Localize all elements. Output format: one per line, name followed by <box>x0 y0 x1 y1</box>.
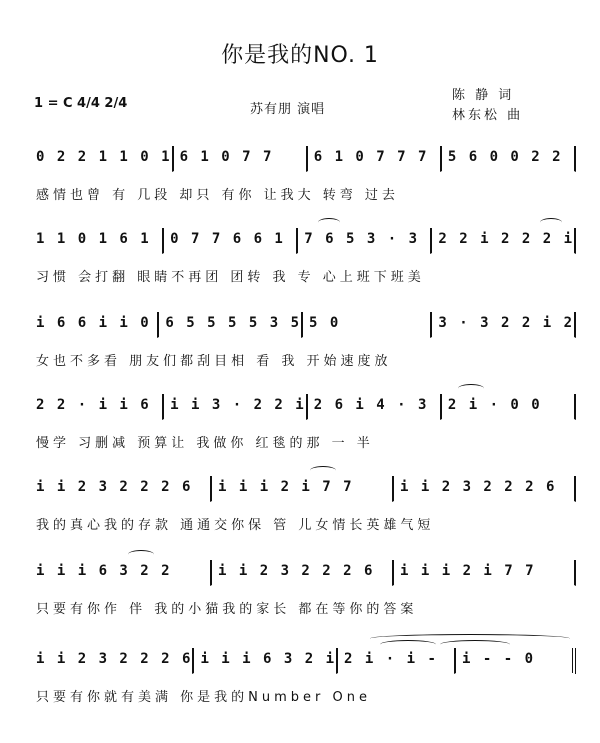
slur-mark <box>380 640 436 649</box>
measure: i i 2 3 2 2 2 6 <box>392 476 576 502</box>
slur-mark <box>310 466 336 475</box>
measure: 2 i · 0 0 <box>440 394 576 420</box>
measure: 2 6 i 4 · 3 <box>306 394 440 420</box>
measure: i i 2 3 2 2 2 6 <box>36 479 193 495</box>
measure: 6 1 0 7 7 <box>172 146 306 172</box>
slur-mark <box>318 218 340 227</box>
score-system-4 <box>28 394 576 464</box>
score-system-7 <box>28 648 576 718</box>
measure: i - - 0 <box>454 648 576 674</box>
measure: 7 6 5 3 · 3 <box>296 228 430 254</box>
lyric-line: 只要有你就有美满 你是我的Number One <box>36 690 371 705</box>
measure: i i i 6 3 2 2 <box>36 563 172 579</box>
slur-mark <box>458 384 484 393</box>
lyric-line: 女也不多看 朋友们都刮目相 看 我 开始速度放 <box>36 354 392 369</box>
measure: 5 0 <box>301 312 430 338</box>
measure: i i i 2 i 7 7 <box>210 476 392 502</box>
measure: i i 3 · 2 2 i <box>162 394 306 420</box>
measure: i i i 6 3 2 i <box>192 648 336 674</box>
measure: 5 6 0 0 2 2 <box>440 146 576 172</box>
measure: i i 2 3 2 2 2 6 <box>36 651 193 667</box>
lyric-line: 我的真心我的存款 通通交你保 管 儿女情长英雄气短 <box>36 518 435 533</box>
measure: 0 2 2 1 1 0 1 <box>36 149 172 165</box>
measure: i i 2 3 2 2 2 6 <box>210 560 392 586</box>
score-system-2 <box>28 228 576 298</box>
measure: i 6 6 i i 0 <box>36 315 151 331</box>
slur-mark <box>128 550 154 559</box>
lyricist-credit: 陈 静 词 <box>452 88 515 103</box>
score-system-5 <box>28 476 576 546</box>
measure: 2 2 i 2 2 2 i <box>430 228 576 254</box>
score-system-3 <box>28 312 576 382</box>
slur-mark <box>540 218 562 227</box>
score-system-6 <box>28 560 576 630</box>
measure: 6 5 5 5 5 3 5 <box>157 312 301 338</box>
slur-mark <box>440 640 510 649</box>
measure: 2 2 · i i 6 <box>36 397 151 413</box>
measure: 1 1 0 1 6 1 <box>36 231 151 247</box>
measure: i i i 2 i 7 7 <box>392 560 576 586</box>
composer-credit: 林东松 曲 <box>452 108 524 123</box>
measure: 2 i · i - <box>336 648 454 674</box>
key-signature: 1 = C 4/4 2/4 <box>34 96 128 111</box>
lyric-line: 慢学 习删减 预算让 我做你 红毯的那 一 半 <box>36 436 374 451</box>
lyric-line: 只要有你作 伴 我的小猫我的家长 都在等你的答案 <box>36 602 418 617</box>
measure: 3 · 3 2 2 i 2 <box>430 312 576 338</box>
lyric-line: 感情也曾 有 几段 却只 有你 让我大 转弯 过去 <box>36 188 399 203</box>
lyric-line: 习惯 会打翻 眼睛不再团 团转 我 专 心上班下班美 <box>36 270 425 285</box>
page-title: 你是我的NO. 1 <box>221 43 379 68</box>
measure: 6 1 0 7 7 7 <box>306 146 440 172</box>
score-system-1 <box>28 146 576 216</box>
measure: 0 7 7 6 6 1 <box>162 228 296 254</box>
singer-credit: 苏有朋 演唱 <box>250 102 326 117</box>
